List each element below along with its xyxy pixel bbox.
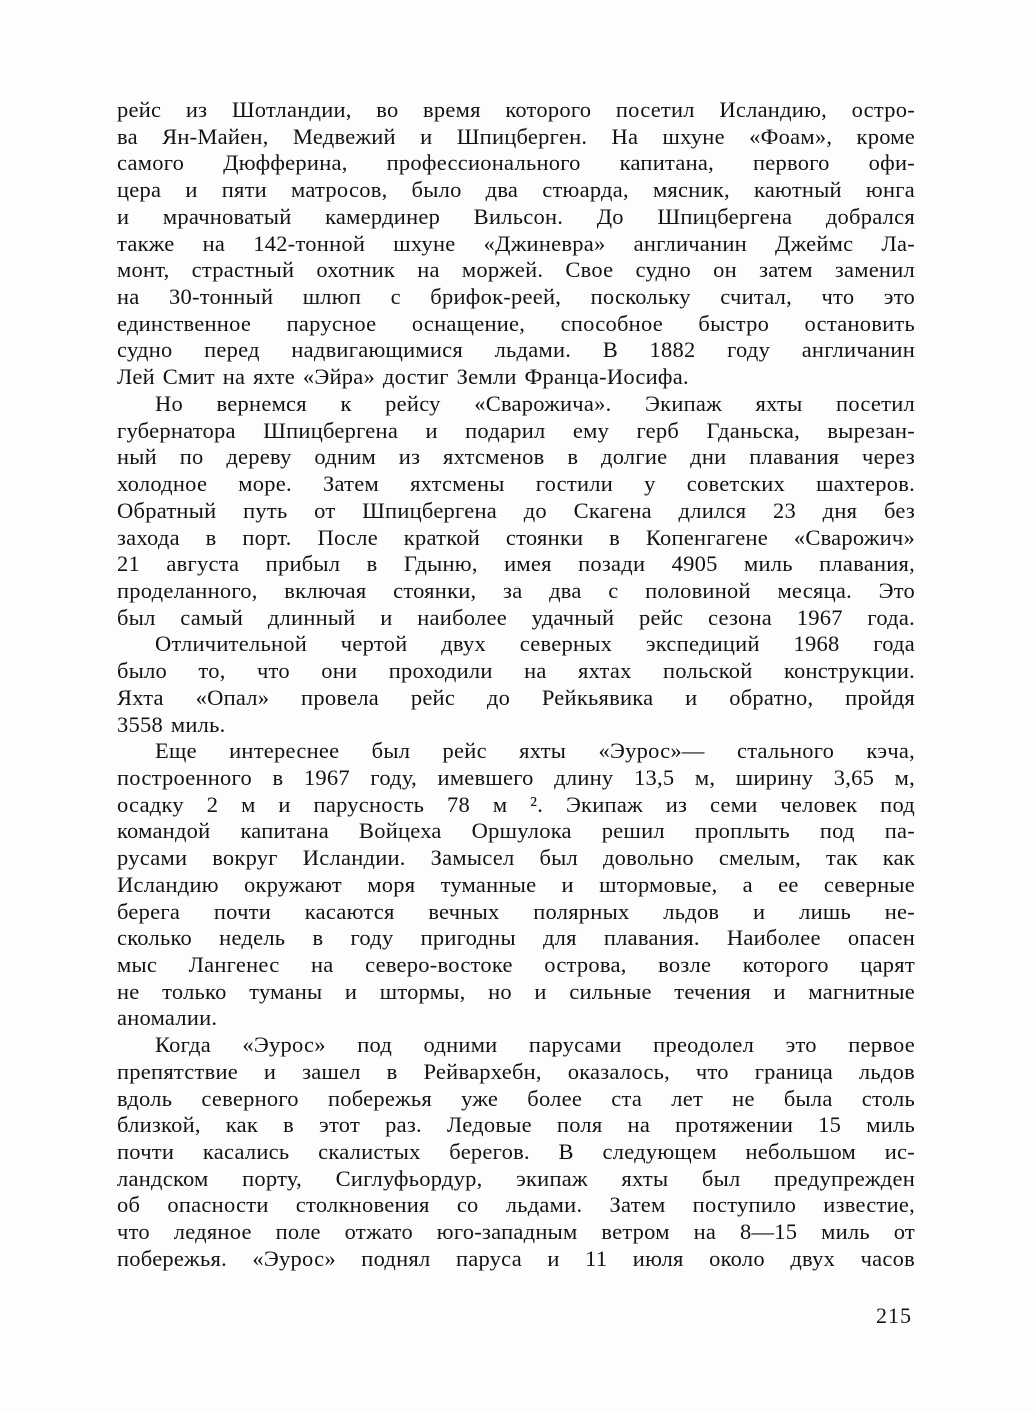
- text-line: холодное море. Затем яхтсмены гостили у советских шахтеров.: [117, 471, 915, 497]
- text-line: проделанного, включая стоянки, за два с половиной месяца. Это: [117, 577, 915, 603]
- text-line: аномалии.: [117, 1005, 218, 1031]
- text-line: 21 августа прибыл в Гдыню, имея позади 4905 миль плавания,: [117, 551, 915, 577]
- page-number: 215: [876, 1303, 912, 1328]
- text-line: вдоль северного побережья уже более ста лет не была столь: [117, 1085, 915, 1111]
- text-line: Обратный путь от Шпицбергена до Скагена длился 23 дня без: [117, 497, 915, 523]
- text-line: рейс из Шотландии, во время которого посетил Исландию, остро-: [117, 97, 915, 122]
- text-line: единственное парусное оснащение, способное быстро остановить: [117, 310, 915, 336]
- text-line: самого Дюфферина, профессионального капитана, первого офи-: [117, 150, 915, 176]
- text-line: Когда «Эурос» под одними парусами преодолел это первое: [155, 1032, 915, 1058]
- text-line: об опасности столкновения со льдами. Затем поступило известие,: [117, 1192, 915, 1218]
- text-line: судно перед надвигающимися льдами. В 1882 году англичанин: [117, 337, 915, 363]
- text-line: губернатора Шпицбергена и подарил ему герб Гданьска, вырезан-: [117, 417, 915, 443]
- text-line: также на 142-тонной шхуне «Джиневра» англичанин Джеймс Ла-: [117, 230, 915, 256]
- paragraph: [117, 1032, 915, 1272]
- paragraph: [117, 97, 915, 391]
- text-line: и мрачноватый камердинер Вильсон. До Шпицбергена добрался: [117, 203, 915, 229]
- text-line: осадку 2 м и парусность 78 м ². Экипаж из семи человек под: [117, 791, 915, 817]
- text-line: мыс Лангенес на северо-востоке острова, возле которого царят: [117, 952, 915, 977]
- text-line: ва Ян-Майен, Медвежий и Шпицберген. На шхуне «Фоам», кроме: [117, 123, 915, 149]
- text-line: Лей Смит на яхте «Эйра» достиг Земли Франца-Иосифа.: [117, 364, 689, 390]
- text-line: русами вокруг Исландии. Замысел был довольно смелым, так как: [117, 845, 915, 871]
- text-line: не только туманы и штормы, но и сильные течения и магнитные: [117, 978, 915, 1004]
- text-line: Исландию окружают моря туманные и штормовые, а ее северные: [117, 871, 915, 897]
- text-line: командой капитана Войцеха Оршулока решил проплыть под па-: [117, 818, 915, 844]
- text-line: ный по дереву одним из яхтсменов в долгие дни плавания через: [117, 444, 915, 470]
- text-line: побережья. «Эурос» поднял паруса и 11 июля около двух часов: [117, 1245, 915, 1271]
- paragraph: [117, 631, 915, 738]
- text-line: Но вернемся к рейсу «Сварожича». Экипаж яхты посетил: [155, 390, 915, 416]
- text-line: 3558 миль.: [117, 711, 226, 737]
- text-line: Яхта «Опал» провела рейс до Рейкьявика и обратно, пройдя: [117, 684, 915, 710]
- text-line: что ледяное поле отжато юго-западным ветром на 8—15 миль от: [117, 1219, 915, 1245]
- text-line: почти касались скалистых берегов. В следующем небольшом ис-: [117, 1139, 915, 1165]
- text-line: был самый длинный и наиболее удачный рейс сезона 1967 года.: [117, 604, 915, 630]
- text-line: монт, страстный охотник на моржей. Свое судно он затем заменил: [117, 257, 915, 283]
- text-line: ландском порту, Сиглуфьордур, экипаж яхты был предупрежден: [117, 1165, 915, 1191]
- text-line: построенного в 1967 году, имевшего длину 13,5 м, ширину 3,65 м,: [117, 764, 915, 790]
- text-line: захода в порт. После краткой стоянки в Копенгагене «Сварожич»: [117, 524, 915, 550]
- text-line: сколько недель в году пригодны для плавания. Наиболее опасен: [117, 925, 915, 951]
- text-line: берега почти касаются вечных полярных льдов и лишь не-: [117, 898, 915, 924]
- text-line: близкой, как в этот раз. Ледовые поля на протяжении 15 миль: [117, 1112, 915, 1138]
- text-line: препятствие и зашел в Рейвархебн, оказалось, что граница льдов: [117, 1058, 915, 1084]
- text-line: Еще интереснее был рейс яхты «Эурос»— стального кэча,: [155, 738, 915, 764]
- text-line: цера и пяти матросов, было два стюарда, мясник, каютный юнга: [117, 177, 915, 203]
- paragraph: [117, 391, 915, 631]
- text-block: [117, 97, 915, 1273]
- text-line: Отличительной чертой двух северных экспедиций 1968 года: [155, 631, 915, 657]
- paragraph: [117, 738, 915, 1032]
- text-line: на 30-тонный шлюп с брифок-реей, поскольку считал, что это: [117, 284, 915, 310]
- text-line: было то, что они проходили на яхтах польской конструкции.: [117, 658, 915, 684]
